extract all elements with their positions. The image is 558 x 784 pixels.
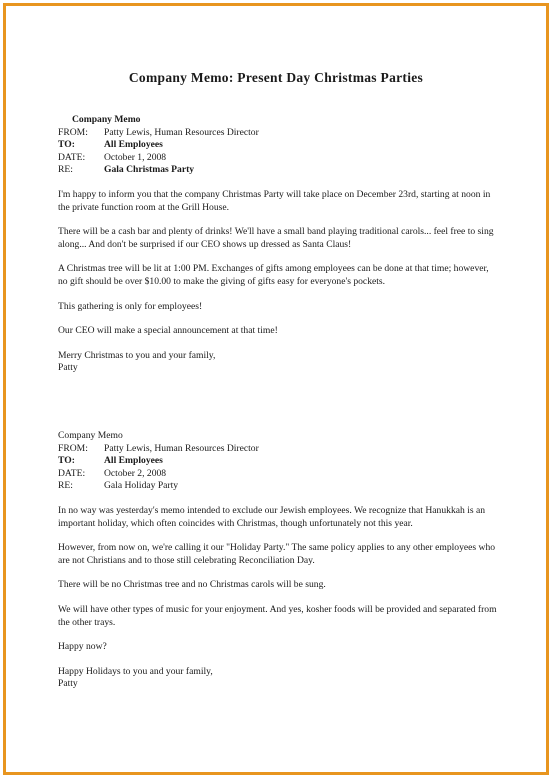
from-label: FROM: [58, 442, 88, 454]
memo-2-paragraph: Happy now? [58, 641, 107, 653]
memo-1-paragraph: I'm happy to inform you that the company Christmas Party will take place on December 23rd, starting at noon in the private function room at the Grill House. [58, 188, 491, 213]
to-value: All Employees [104, 139, 163, 151]
memo-2 [58, 430, 498, 691]
memo-2-paragraph: There will be no Christmas tree and no Christmas carols will be sung. [58, 579, 326, 591]
memo-2-date [58, 468, 498, 481]
memo-1-paragraph: This gathering is only for employees! [58, 300, 203, 312]
date-label: DATE: [58, 151, 86, 163]
re-label: RE: [58, 164, 73, 176]
memo-2-re [58, 480, 498, 493]
memo-1-from [58, 127, 498, 140]
date-value: October 1, 2008 [104, 151, 167, 163]
memo-1-signature: Patty [58, 362, 78, 374]
memo-1-paragraph: There will be a cash bar and plenty of drinks! We'll have a small band playing traditional carols... feel free to sing along... And don't be surprised if our CEO shows up dressed as Santa Claus! [58, 226, 494, 250]
memo-1-re [58, 164, 498, 177]
date-label: DATE: [58, 467, 86, 479]
page-title: Company Memo: Present Day Christmas Parties [128, 70, 424, 85]
from-label: FROM: [58, 126, 88, 138]
memo-2-paragraph: We will have other types of music for your enjoyment. And yes, kosher foods will be provided and separated from the other trays. [58, 603, 497, 628]
re-value: Gala Holiday Party [104, 480, 179, 492]
from-value: Patty Lewis, Human Resources Director [104, 442, 259, 454]
re-value: Gala Christmas Party [104, 164, 195, 176]
to-label: TO: [58, 139, 75, 151]
to-label: TO: [58, 455, 75, 467]
memo-1-paragraph: Our CEO will make a special announcement at that time! [58, 325, 278, 337]
memo-1-heading: Company Memo [72, 114, 141, 125]
memo-1-paragraph: A Christmas tree will be lit at 1:00 PM. Exchanges of gifts among employees can be done at that time; however, no gift should be over $10.00 to make the giving of gifts easy for everyone's pockets. [58, 263, 489, 287]
memo-2-paragraph: In no way was yesterday's memo intended to exclude our Jewish employees. We recognize that Hanukkah is an important holiday, which often coincides with Christmas, though unfortunately not this year. [58, 504, 486, 529]
re-label: RE: [58, 480, 73, 492]
memo-2-paragraph: However, from now on, we're calling it our "Holiday Party." The same policy applies to any other employees who are not Christians and to those still celebrating Reconciliation Day. [58, 542, 496, 566]
memo-1-closing: Merry Christmas to you and your family, [58, 349, 216, 361]
from-value: Patty Lewis, Human Resources Director [104, 126, 259, 138]
memo-2-closing: Happy Holidays to you and your family, [58, 665, 213, 677]
memo-2-from [58, 443, 498, 456]
memo-1 [58, 114, 498, 375]
memo-2-to [58, 455, 498, 468]
memo-2-signature: Patty [58, 678, 78, 690]
memo-1-date [58, 152, 498, 165]
to-value: All Employees [104, 455, 163, 467]
memo-2-heading: Company Memo [58, 430, 123, 441]
date-value: October 2, 2008 [104, 467, 167, 479]
memo-1-to [58, 139, 498, 152]
